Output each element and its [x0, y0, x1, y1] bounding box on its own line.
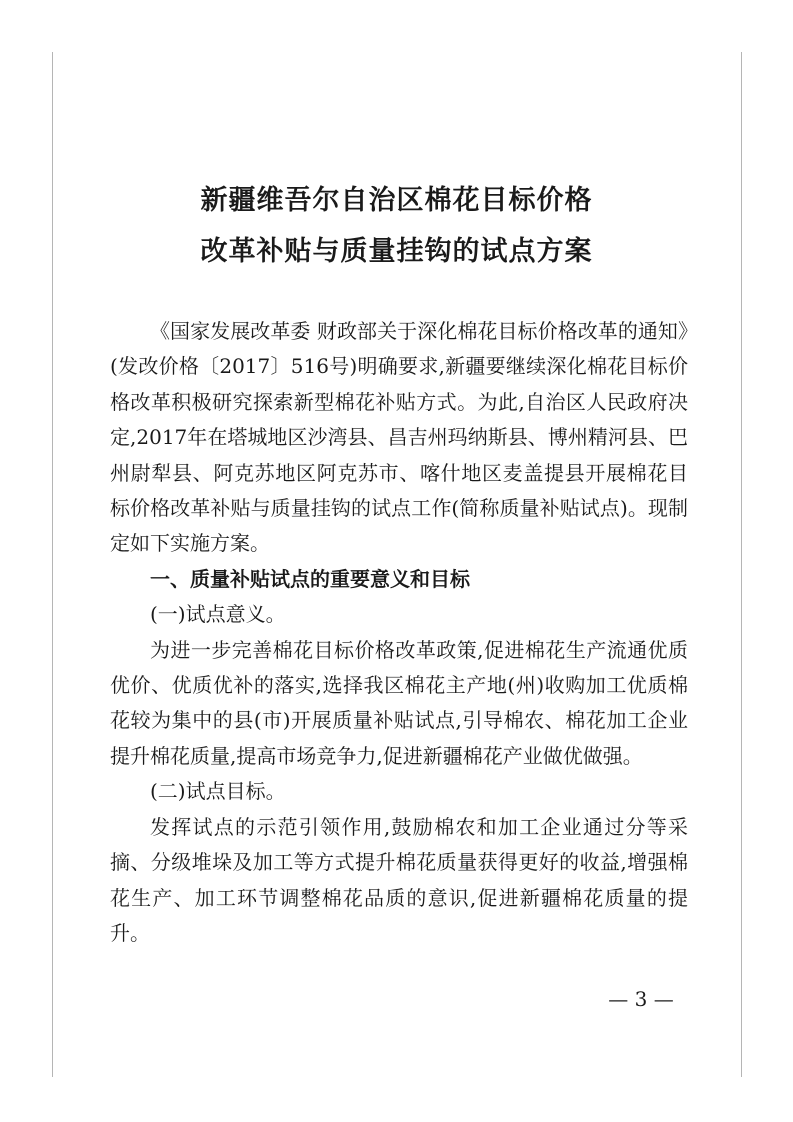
subsection-heading-goals: (二)试点目标。 — [150, 779, 286, 804]
subsection-heading-significance: (一)试点意义。 — [150, 602, 286, 627]
document-title-line-1: 新疆维吾尔自治区棉花目标价格 — [200, 185, 593, 216]
significance-paragraph: 为进一步完善棉花目标价格改革政策,促进棉花生产流通优质优价、优质优补的落实,选择我区棉花主产地(州)收购加工优质棉花较为集中的县(市)开展质量补贴试点,引导棉农、棉花加工企业提升棉花质量,提高市场竞争力,促进新疆棉花产业做优做强。 — [110, 637, 688, 768]
page-number: — 3 — — [608, 987, 674, 1011]
intro-paragraph: 《国家发展改革委 财政部关于深化棉花目标价格改革的通知》(发改价格〔2017〕516号)明确要求,新疆要继续深化棉花目标价格改革积极研究探索新型棉花补贴方式。为此,自治区人民政府决定,2017年在塔城地区沙湾县、昌吉州玛纳斯县、博州精河县、巴州尉犁县、阿克苏地区阿克苏市、喀什地区麦盖提县开展棉花目标价格改革补贴与质量挂钩的试点工作(简称质量补贴试点)。现制定如下实施方案。 — [110, 319, 688, 556]
document-body — [110, 314, 688, 951]
document-title-line-2: 改革补贴与质量挂钩的试点方案 — [200, 236, 593, 267]
section-heading: 一、质量补贴试点的重要意义和目标 — [150, 566, 470, 591]
goals-paragraph: 发挥试点的示范引领作用,鼓励棉农和加工企业通过分等采摘、分级堆垛及加工等方式提升棉花质量获得更好的收益,增强棉花生产、加工环节调整棉花品质的意识,促进新疆棉花质量的提升。 — [110, 814, 688, 945]
